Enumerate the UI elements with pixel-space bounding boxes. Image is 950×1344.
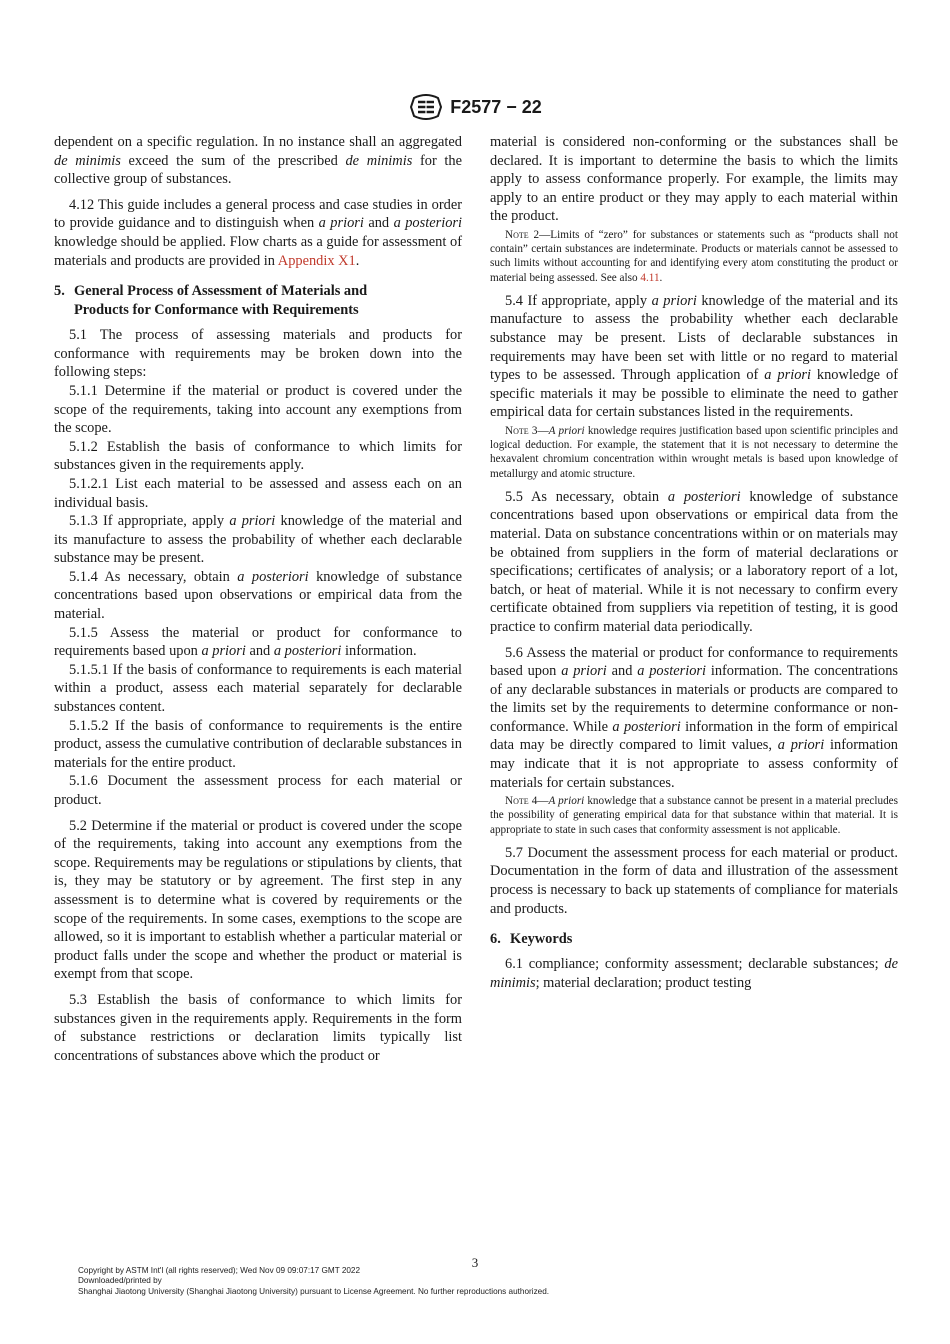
page-number: 3 (471, 1255, 479, 1270)
paragraph-5-1-1: 5.1.1 Determine if the material or product is covered under the scope of the requirements, taking into account any exemptions from the scope. (54, 382, 462, 437)
right-column (490, 133, 898, 992)
footer-line-license: Shanghai Jiaotong University (Shanghai Jiaotong University) pursuant to License Agreement. No further reproductions authorized. (78, 1286, 550, 1296)
paragraph-5-6: 5.6 Assess the material or product for conformance to requirements based upon a priori and a posteriori information. The concentrations of any declarable substances in materials or products are compared to the limits set by the requirements to determine conformance or non-conformance. While a posteriori information in the form of empirical data may be directly compared to limit values, a priori information may indicate that it is not appropriate to assess conformity of materials for certain substances. (490, 644, 899, 791)
copyright-footer (78, 1266, 549, 1297)
standard-designation: F2577 − 22 (450, 96, 542, 117)
section-4-11-link[interactable]: 4.11 (640, 271, 660, 284)
paragraph-5-1-2: 5.1.2 Establish the basis of conformance to which limits for substances given in the requirements apply. (54, 438, 462, 474)
paragraph-5-4: 5.4 If appropriate, apply a priori knowledge of the material and its manufacture to assess the probability whether each declarable substance may be present. Lists of declarable substances in requirements may have been set with little or no regard to material types to be assessed. Through application of a priori knowledge of specific materials it may be possible to eliminate the need to gather empirical data for certain substances listed in the requirements. (490, 292, 898, 421)
appendix-x1-link[interactable]: Appendix X1 (277, 252, 356, 269)
paragraph-5-2: 5.2 Determine if the material or product is covered under the scope of the requirements, taking into account any exemptions from the scope. Requirements may be regulations or stipulations by clients, that is, they may be statutory or by agreement. The first step in any assessment is to determine what is covered by requirements or the scope of the requirements. In some cases, exemptions to the scope are allowed, so it is important to establish whether a particular material or product falls under the scope and whether the product or material is exempt from that scope. (54, 817, 462, 983)
paragraph-5-1-6: 5.1.6 Document the assessment process for each material or product. (54, 773, 462, 808)
paragraph-5-1-3: 5.1.3 If appropriate, apply a priori knowledge of the material and its manufacture to assess the probability of whether each declarable substance may be present. (54, 513, 462, 567)
paragraph-5-1: 5.1 The process of assessing materials and products for conformance with requirements may be broken down into the following steps: (54, 327, 462, 381)
paragraph-5-1-5-1: 5.1.5.1 If the basis of conformance to requirements is each material within a product, assess each material separately for declarable substances content. (54, 661, 462, 716)
paragraph-5-5: 5.5 As necessary, obtain a posteriori knowledge of substance concentrations based upon observations or empirical data from the material. Data on substance concentrations within or on materials may be obtained from suppliers in the form of material declarations or specifications; certificates of analysis; or a laboratory report of a lot, batch, or heat of material. While it is not necessary to confirm every certificate obtained from suppliers via repetition of testing, it is good practice to confirm material data periodically. (490, 488, 899, 635)
paragraph-5-7: 5.7 Document the assessment process for each material or product. Documentation in the form of data and illustration of the assessment process is necessary to back up statements of compliance for materials and products. (490, 844, 898, 917)
page-header (0, 92, 950, 122)
section-5-heading: 5. General Process of Assessment of Materials and Products for Conformance with Requirements (54, 283, 368, 319)
footer-line-downloaded: Downloaded/printed by (78, 1276, 162, 1286)
note-4: Note 4—A priori knowledge that a substance cannot be present in a material precludes the possibility of generating empirical data for that substance within that material. It is appropriate to state in such cases that conformity assessment is not applicable. (490, 795, 899, 836)
paragraph-5-3: 5.3 Establish the basis of conformance to which limits for substances given in the requirements apply. Requirements in the form of substance restrictions or declaration limits typically list concentrations of substances above which the product or (54, 991, 462, 1064)
footer-line-copyright: Copyright by ASTM Int'l (all rights reserved); Wed Nov 09 09:07:17 GMT 2022 (78, 1266, 361, 1275)
left-column (54, 133, 462, 1065)
section-6-heading: 6. Keywords (490, 931, 573, 948)
paragraph-6-1: 6.1 compliance; conformity assessment; declarable substances; de minimis; material declaration; product testing (490, 956, 898, 991)
paragraph-5-1-5: 5.1.5 Assess the material or product for conformance to requirements based upon a priori and a posteriori information. (54, 624, 462, 660)
note-2: Note 2—Limits of “zero” for substances or statements such as “products shall not contain” certain substances are indeterminate. Products or materials cannot be assessed to such limits without accounting for and identifying every atom constituting the product or material being assessed. See also 4.11. (490, 228, 898, 284)
paragraph-4-12: 4.12 This guide includes a general process and case studies in order to provide guidance and to distinguish when a priori and a posteriori knowledge should be applied. Flow charts as a guide for assessment of materials and products are provided in Appendix X1. (54, 196, 463, 269)
paragraph-5-1-5-2: 5.1.5.2 If the basis of conformance to requirements is the entire product, assess the cumulative contribution of declarable substances in materials for the entire product. (54, 717, 462, 771)
paragraph-5-1-2-1: 5.1.2.1 List each material to be assessed and assess each on an individual basis. (54, 475, 462, 511)
paragraph-5-3-continuation: material is considered non-conforming or the substances shall be declared. It is important to determine the basis to which the limits apply to assess conformance properly. For example, the limits may apply to an entire product or they may apply to each material within the product. (490, 134, 898, 225)
astm-logo-icon (408, 94, 444, 120)
paragraph-continuation: dependent on a specific regulation. In no instance shall an aggregated de minimis exceed the sum of the prescribed de minimis for the collective group of substances. (54, 134, 462, 188)
paragraph-5-1-4: 5.1.4 As necessary, obtain a posteriori knowledge of substance concentrations based upon observations or empirical data from the material. (54, 568, 462, 623)
note-3: Note 3—A priori knowledge requires justification based upon scientific principles and logical deduction. For example, the statement that it is not necessary to determine the hexavalent chromium concentration within wrought metals is based upon knowledge of metallurgy and atomic structure. (490, 424, 899, 480)
